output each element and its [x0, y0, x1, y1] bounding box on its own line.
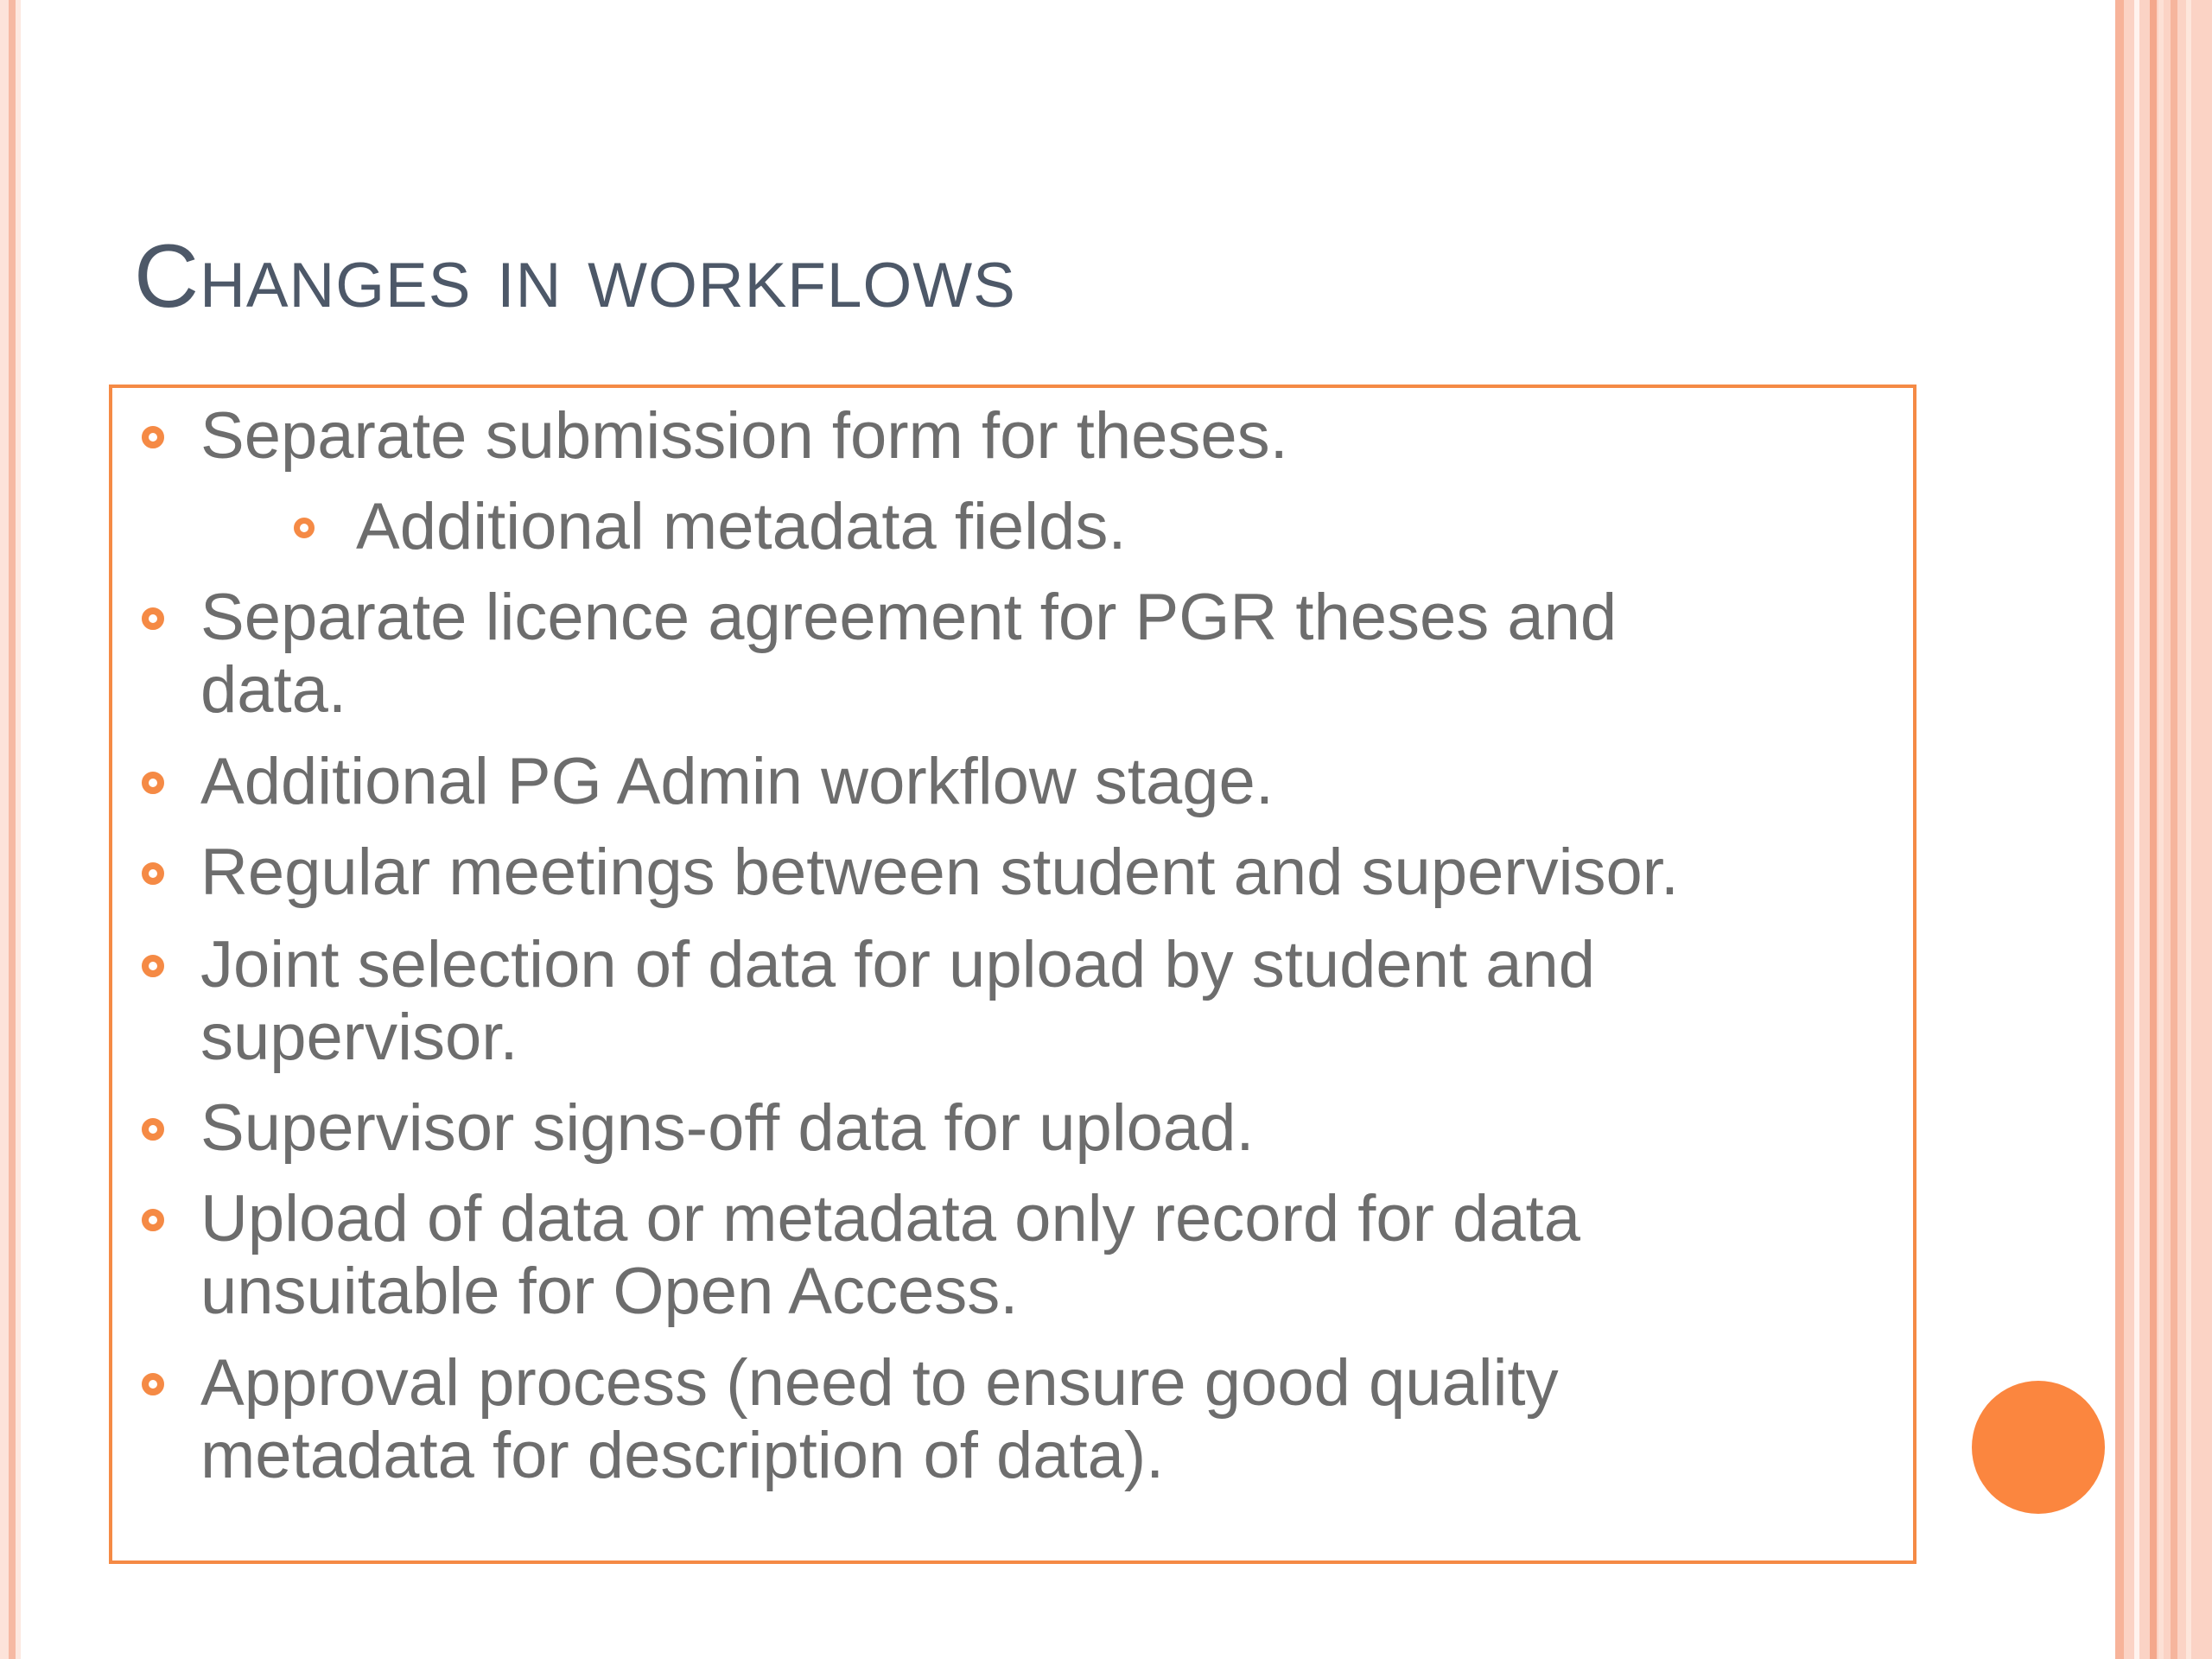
bullet-text: Joint selection of data for upload by student and [200, 928, 1595, 1001]
right-border-line [2158, 0, 2164, 1659]
bullet-text-continuation: unsuitable for Open Access. [200, 1255, 1019, 1328]
bullet-icon [142, 1209, 164, 1231]
slide-title: Changes in workflows [134, 226, 1016, 327]
decorative-orange-circle [1972, 1381, 2105, 1514]
bullet-icon [294, 518, 315, 538]
bullet-icon [142, 607, 164, 630]
right-border-line [2115, 0, 2124, 1659]
bullet-icon [142, 426, 164, 448]
bullet-text: Additional PG Admin workflow stage. [200, 745, 1274, 818]
right-border-line [2186, 0, 2191, 1659]
content-box [109, 385, 1916, 1564]
bullet-text: Regular meetings between student and supervisor. [200, 836, 1680, 909]
bullet-text: Separate submission form for theses. [200, 399, 1288, 473]
right-border-line [2134, 0, 2139, 1659]
bullet-text-continuation: metadata for description of data). [200, 1419, 1165, 1492]
left-border-stripe [16, 0, 21, 1659]
bullet-icon [142, 1373, 164, 1395]
bullet-icon [142, 955, 164, 977]
bullet-text: Supervisor signs-off data for upload. [200, 1091, 1255, 1165]
right-border-line [2171, 0, 2177, 1659]
right-border-panel [2115, 0, 2212, 1659]
bullet-text: Additional metadata fields. [356, 490, 1127, 563]
bullet-text-continuation: data. [200, 653, 347, 727]
left-border-stripe [9, 0, 16, 1659]
bullet-icon [142, 1118, 164, 1141]
bullet-text: Separate licence agreement for PGR theses and [200, 581, 1618, 654]
bullet-text: Upload of data or metadata only record for data [200, 1182, 1580, 1255]
bullet-icon [142, 862, 164, 885]
bullet-icon [142, 772, 164, 794]
left-border-stripe [0, 0, 9, 1659]
bullet-text: Approval process (need to ensure good quality [200, 1346, 1559, 1420]
bullet-text-continuation: supervisor. [200, 1001, 518, 1074]
right-border-line [2150, 0, 2157, 1659]
